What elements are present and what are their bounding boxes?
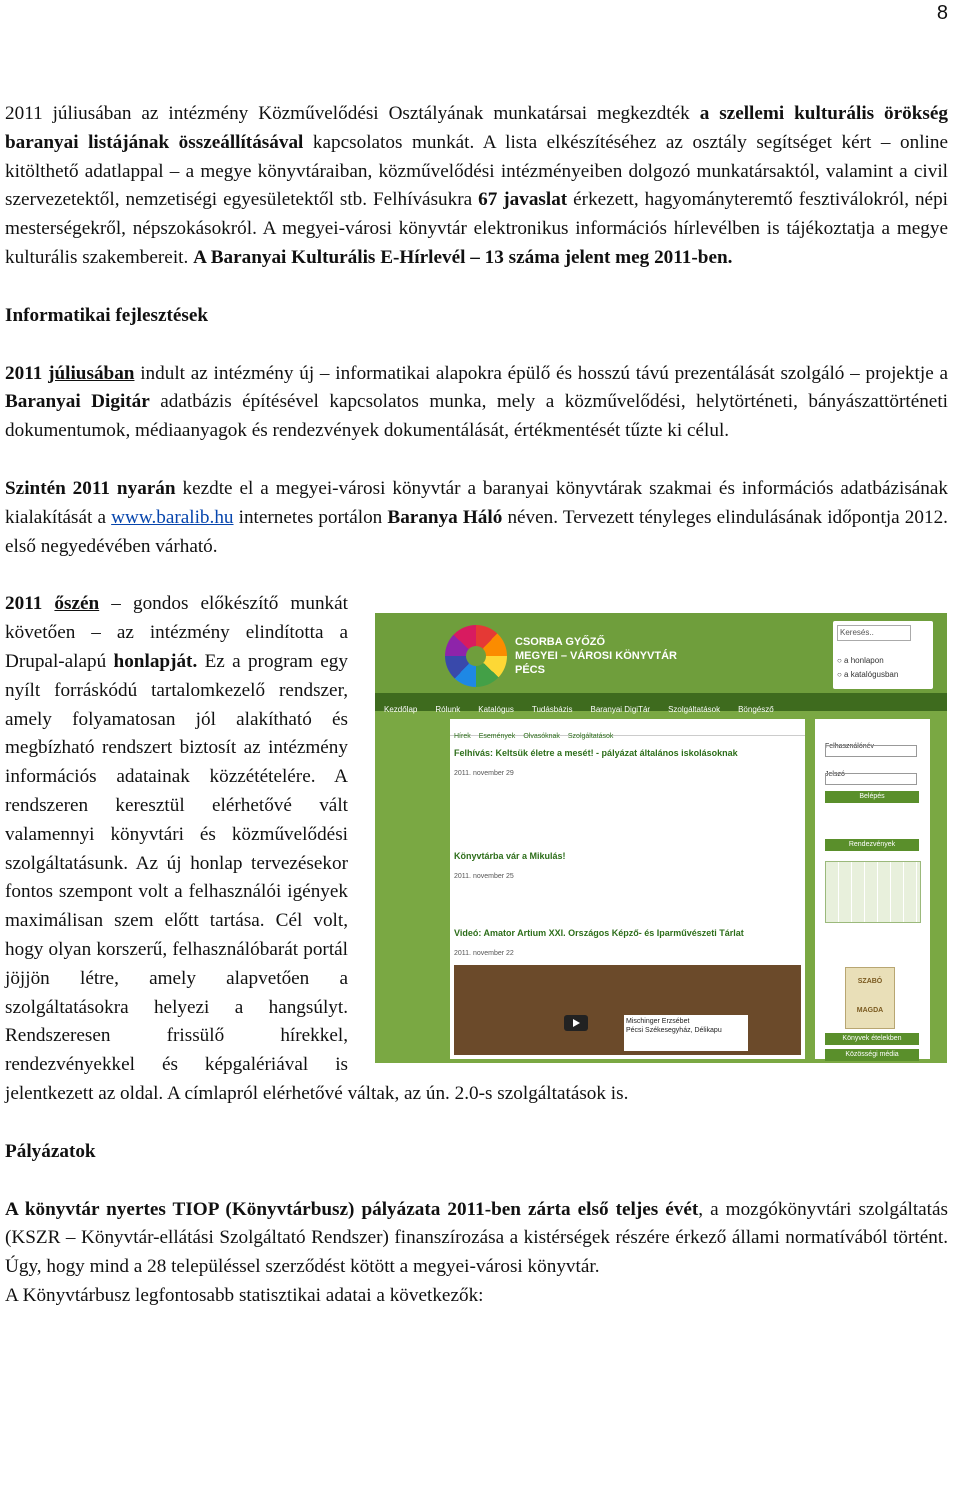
play-icon[interactable]: [564, 1015, 588, 1031]
site-title-line: MEGYEI – VÁROSI KÖNYVTÁR: [515, 650, 677, 663]
text: érkezett, hagyományteremtő fesztiválokról, népi mesterségekről, népszokásokról. A megyei-városi könyvtár elektronikus információs hírlevélben is tájékoztatja a megye kulturális szakembereit.: [5, 189, 948, 268]
underlined-text: őszén: [54, 593, 100, 615]
text: kezdte el a megyei-városi könyvtár a baranyai könyvtárak szakmai és információs adatbázisának kialakítását a: [5, 477, 948, 528]
bold-text: 2011: [5, 362, 49, 384]
site-main-content: [450, 719, 805, 1059]
news-date: 2011. november 22: [454, 949, 514, 957]
site-search-box: [833, 621, 933, 689]
login-name-label: Felhasználónév: [825, 743, 875, 751]
tab-esemenyek[interactable]: Események: [478, 733, 516, 741]
login-name-input[interactable]: [825, 745, 917, 757]
login-pass-label: Jelszó: [825, 771, 845, 779]
nav-item[interactable]: Böngésző: [738, 705, 774, 715]
site-search-input[interactable]: Keresés..: [837, 625, 911, 641]
site-title-line: CSORBA GYŐZŐ: [515, 636, 606, 649]
news-date: 2011. november 29: [454, 770, 514, 778]
radio-katalogusban[interactable]: ○ a katalógusban: [837, 670, 899, 680]
heading-informatikai-fejlesztesek: Informatikai fejlesztések: [5, 304, 209, 326]
nav-item[interactable]: Tudásbázis: [531, 705, 573, 715]
text: , a mozgókönyvtári szolgáltatás (KSZR – Könyvtár-ellátási Szolgáltató Rendszer) finanszírozása a kistérségek részére érkező állami normatívából történt. Úgy, hogy mind a 28 településsel szerződést kötött a megyei-városi könyvtár.: [5, 1198, 948, 1278]
bold-text: 67 javaslat: [478, 189, 568, 211]
paragraph-digitar: [5, 360, 948, 446]
book-recommend-button[interactable]: Könyvek ételekben: [825, 1033, 919, 1045]
paragraph-tiop: [5, 1196, 948, 1282]
tab-olvasoknak[interactable]: Olvasóknak: [523, 733, 560, 741]
site-title: [515, 635, 677, 677]
news-title[interactable]: Felhívás: Keltsük életre a mesét! - pályázat általános iskolásoknak: [454, 748, 738, 759]
document-body: [5, 100, 948, 1311]
site-tabs: [450, 719, 805, 741]
paragraph-baranya-halo: [5, 475, 948, 561]
underlined-text: júliusában: [48, 362, 135, 384]
site-sidebar: [815, 719, 930, 1059]
community-media-button[interactable]: Közösségi média: [825, 1049, 919, 1061]
bold-text: 2011: [5, 593, 55, 615]
video-player[interactable]: [454, 965, 801, 1055]
login-pass-input[interactable]: [825, 773, 917, 785]
bold-text: a szellemi kulturális örökség baranyai listájának összeállításával: [5, 103, 948, 153]
bold-text: A Baranyai Kulturális E-Hírlevél – 13 száma jelent meg 2011-ben.: [193, 246, 733, 268]
section-honlap: [5, 590, 948, 1108]
site-nav: [375, 693, 947, 715]
text: indult az intézmény új – informatikai alapokra épülő és hosszú távú prezentálását szolgáló – projektje a: [134, 362, 948, 384]
bold-text: Szintén 2011 nyarán: [5, 477, 176, 499]
text: néven. Tervezett tényleges elindulásának időpontja 2012. első negyedévében várható.: [5, 506, 948, 557]
bold-text: honlapját.: [113, 650, 198, 672]
news-date: 2011. november 25: [454, 872, 514, 880]
paragraph-konyvtarbusz-stat: A Könyvtárbusz legfontosabb statisztikai adatai a következők:: [5, 1284, 484, 1306]
baralib-link[interactable]: www.baralib.hu: [111, 506, 234, 528]
events-button[interactable]: Rendezvények: [825, 839, 919, 851]
bold-text: A könyvtár nyertes TIOP (Könyvtárbusz) pályázata 2011-ben zárta első teljes évét: [5, 1198, 699, 1220]
nav-item[interactable]: Kezdőlap: [384, 705, 418, 715]
website-screenshot: [375, 613, 947, 1063]
text: – gondos előkészítő munkát követően – az intézmény elindította a Drupal-alapú: [5, 593, 348, 672]
bold-text: Baranyai Digitár: [5, 391, 150, 413]
text: adatbázis építésével kapcsolatos munka, mely a közművelődési, helytörténeti, bányászattörténeti dokumentumok, médiaanyagok és rendezvények dokumentálását, értékmentését tűzte ki célul.: [5, 391, 948, 442]
nav-item[interactable]: Szolgáltatások: [668, 705, 721, 715]
book-cover[interactable]: SZABÓ MAGDA: [845, 967, 895, 1029]
tab-hirek[interactable]: Hírek: [454, 733, 471, 741]
video-caption-line: Pécsi Székesegyház, Délikapu: [626, 1027, 722, 1035]
nav-item[interactable]: Baranyai DigiTár: [590, 705, 651, 715]
video-caption-line: Mischinger Erzsébet: [626, 1018, 690, 1026]
news-title[interactable]: Könyvtárba vár a Mikulás!: [454, 851, 566, 862]
text: internetes portálon: [233, 506, 388, 528]
bold-text: Baranya Háló: [387, 506, 503, 528]
text: Ez a program egy nyílt forráskódú tartalomkezelő rendszer, amely folyamatosan jól alakítható és megbízható rendszert biztosít az intézmény információs adatainak közzétételére. A rendszeren keresztül elérhetővé vált valamennyi könyvtári és közművelődési szolgáltatásunk. Az új honlap tervezésekor fontos szempont volt a felhasználói igények maximálisan szem előtt tartása. Cél volt, hogy olyan korszerű, felhasználóbarát portál jöjjön létre, amely alapvetően a szolgáltatásokra helyezi a hangsúlyt. Rendszeresen frissülő hírekkel, rendezvényekkel és képgalériával is jelentkezett az oldal. A címlapról elérhetővé váltak, az ún. 2.0-s szolgáltatások is.: [5, 650, 629, 1104]
site-header: [375, 613, 947, 693]
page-number: 8: [936, 2, 948, 24]
video-caption: [624, 1015, 748, 1051]
news-title[interactable]: Videó: Amator Artium XXI. Országos Képző- és Iparművészeti Tárlat: [454, 927, 744, 938]
site-title-line: PÉCS: [515, 664, 545, 677]
website-screenshot-frame: [363, 595, 948, 1059]
nav-item[interactable]: Rólunk: [435, 705, 461, 715]
heading-palyazatok: Pályázatok: [5, 1140, 96, 1162]
text: 2011 júliusában az intézmény Közművelődési Osztályának munkatársai megkezdték: [5, 103, 700, 124]
calendar-widget[interactable]: [825, 861, 921, 923]
radio-honlapon[interactable]: ○ a honlapon: [837, 656, 884, 666]
tab-szolgaltatasok[interactable]: Szolgáltatások: [567, 733, 614, 741]
nav-item[interactable]: Katalógus: [478, 705, 514, 715]
login-button[interactable]: Belépés: [825, 791, 919, 803]
paragraph-kulturalis-orokseg: [5, 100, 948, 273]
text: kapcsolatos munkát. A lista elkészítéséhez az osztály segítséget kért – online kitölthető adatlappal – a megye könyvtáraiban, közművelődési intézményeiben dolgozó munkatársaktól, valamint a civil szervezetektől, nemzetiségi egyesületektől stb. Felhívásukra: [5, 131, 948, 211]
